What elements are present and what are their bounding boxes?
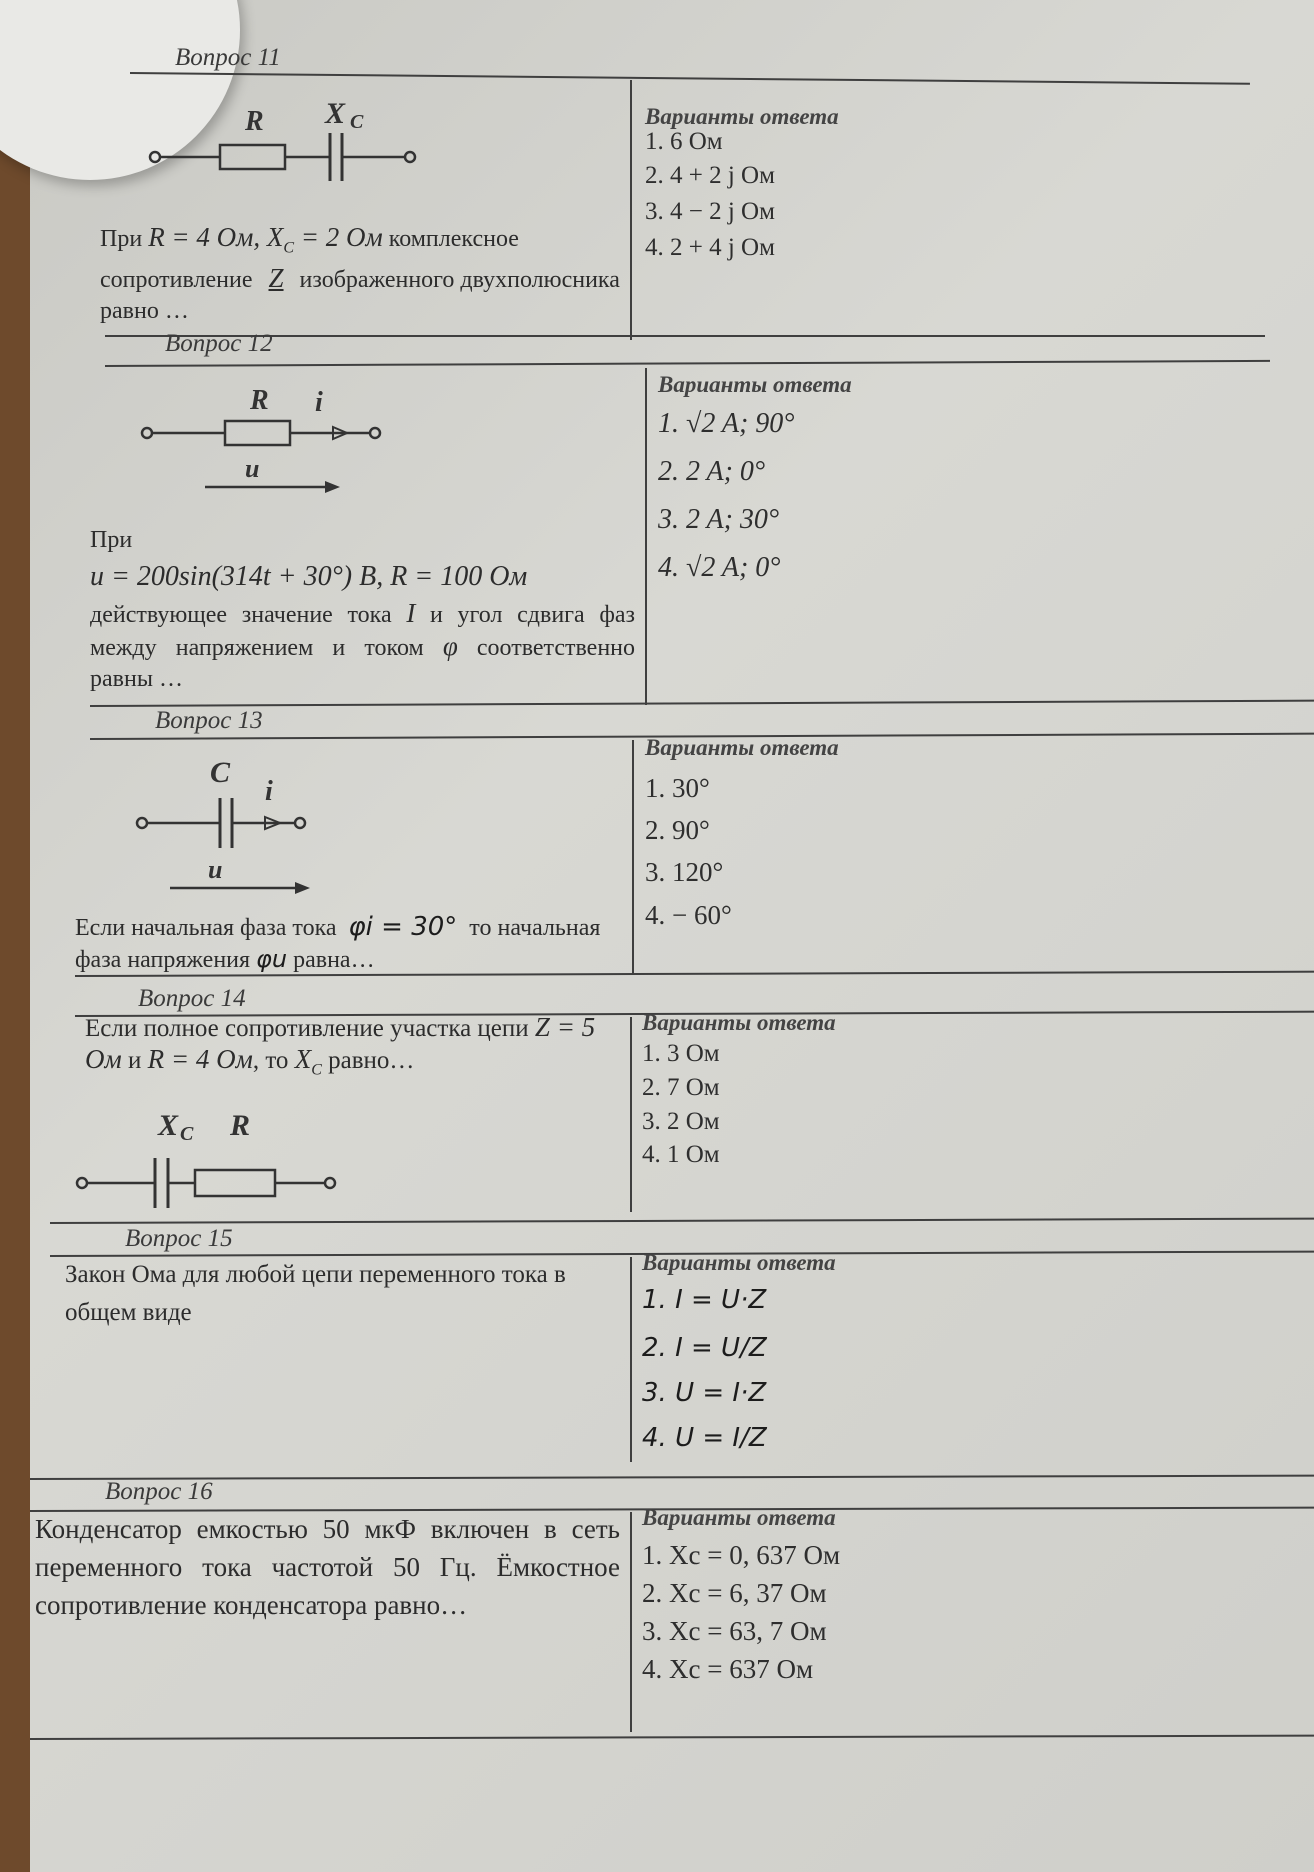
resistor-label: R	[245, 106, 264, 137]
answer-option[interactable]: 3. 4 − 2 j Ом	[645, 198, 775, 225]
current-label: i	[315, 387, 323, 418]
answer-option[interactable]: 4. Xc = 637 Ом	[642, 1654, 814, 1684]
column-divider	[645, 368, 647, 705]
divider	[130, 72, 1250, 85]
svg-text:C: C	[350, 111, 364, 133]
current-label: i	[265, 776, 273, 807]
answer-option[interactable]: 4. √2 A; 0°	[658, 552, 781, 583]
handwritten-note: φu	[256, 945, 288, 973]
options-header: Варианты ответа	[645, 735, 839, 760]
answer-option[interactable]: 4. 1 Ом	[642, 1141, 720, 1168]
resistor-label: R	[250, 385, 269, 416]
answer-option[interactable]: 1. I = U·Z	[642, 1285, 767, 1315]
column-divider	[630, 1257, 632, 1462]
question-16-text: Конденсатор емкостью 50 мкФ включен в сеть переменного тока частотой 50 Гц. Ёмкостное сопротивление конденсатора равно…	[35, 1514, 620, 1620]
handwritten-note: φi = 30°	[348, 912, 458, 942]
divider	[30, 1475, 1314, 1480]
answer-option[interactable]: 3. 2 Ом	[642, 1108, 720, 1135]
column-divider	[630, 80, 632, 340]
answer-option[interactable]: 3. 120°	[645, 857, 724, 887]
answer-option[interactable]: 3. Xc = 63, 7 Ом	[642, 1616, 827, 1646]
question-15-text: Закон Ома для любой цепи переменного тока в общем виде	[65, 1261, 566, 1326]
question-13-text: Если начальная фаза тока φi = 30° то начальная фаза напряжения φu равна…	[75, 912, 601, 973]
divider	[50, 1218, 1314, 1224]
voltage-label: u	[245, 454, 260, 483]
question-14-label: Вопрос 14	[138, 985, 246, 1012]
answer-option[interactable]: 1. 6 Ом	[645, 128, 723, 155]
divider	[90, 700, 1314, 707]
circuit-diagram-14	[70, 1100, 370, 1210]
answer-option[interactable]: 1. Xc = 0, 637 Ом	[642, 1540, 841, 1570]
options-header: Варианты ответа	[642, 1505, 836, 1530]
question-11-text: При R = 4 Ом, $X_C = 2$ Ом комплексное сопротивление Z изображенного двухполюсника равно …	[100, 222, 620, 325]
answer-option[interactable]: 2. I = U/Z	[642, 1333, 767, 1363]
capacitor-label: X	[158, 1109, 179, 1142]
divider	[105, 360, 1270, 367]
column-divider	[632, 740, 634, 975]
column-divider	[630, 1017, 632, 1212]
answer-option[interactable]: 2. 7 Ом	[642, 1074, 720, 1101]
answer-option[interactable]: 3. 2 A; 30°	[658, 504, 780, 535]
voltage-label: u	[208, 855, 223, 884]
resistor-label: R	[230, 1109, 251, 1142]
svg-text:C: C	[180, 1123, 194, 1145]
answer-option[interactable]: 3. U = I·Z	[642, 1378, 767, 1408]
column-divider	[630, 1512, 632, 1732]
answer-option[interactable]: 1. 3 Ом	[642, 1040, 720, 1067]
options-header: Варианты ответа	[642, 1010, 836, 1035]
options-header: Варианты ответа	[642, 1250, 836, 1275]
question-11-label: Вопрос 11	[175, 44, 281, 71]
circuit-diagram-13	[130, 750, 390, 900]
options-header: Варианты ответа	[645, 104, 839, 129]
answer-option[interactable]: 2. Xc = 6, 37 Ом	[642, 1578, 827, 1608]
divider	[105, 335, 1265, 337]
answer-option[interactable]: 1. 30°	[645, 773, 710, 803]
answer-option[interactable]: 4. 2 + 4 j Ом	[645, 234, 775, 261]
question-13-label: Вопрос 13	[155, 707, 263, 734]
capacitor-label: C	[210, 756, 231, 789]
capacitor-label: X	[325, 97, 346, 130]
question-14-text: Если полное сопротивление участка цепи Z = 5 Ом и R = 4 Ом, то $X_C$ равно…	[85, 1012, 596, 1079]
options-header: Варианты ответа	[658, 372, 852, 397]
answer-option[interactable]: 2. 2 A; 0°	[658, 456, 766, 487]
question-15-label: Вопрос 15	[125, 1225, 233, 1252]
answer-option[interactable]: 1. √2 A; 90°	[658, 408, 795, 439]
worksheet-page	[30, 0, 1314, 1872]
answer-option[interactable]: 2. 90°	[645, 815, 710, 845]
answer-option[interactable]: 4. − 60°	[645, 900, 732, 930]
answer-option[interactable]: 2. 4 + 2 j Ом	[645, 162, 775, 189]
answer-option[interactable]: 4. U = I/Z	[642, 1423, 767, 1453]
question-12-label: Вопрос 12	[165, 330, 273, 357]
divider	[30, 1735, 1314, 1740]
question-12-text: При u = 200sin(314t + 30°) B, R = 100 Ом действующее значение тока I и угол сдвига фаз между напряжением и током φ соответственно равны …	[90, 527, 636, 692]
circuit-diagram-12	[135, 385, 435, 505]
circuit-diagram-11	[140, 95, 470, 195]
question-16-label: Вопрос 16	[105, 1478, 213, 1505]
